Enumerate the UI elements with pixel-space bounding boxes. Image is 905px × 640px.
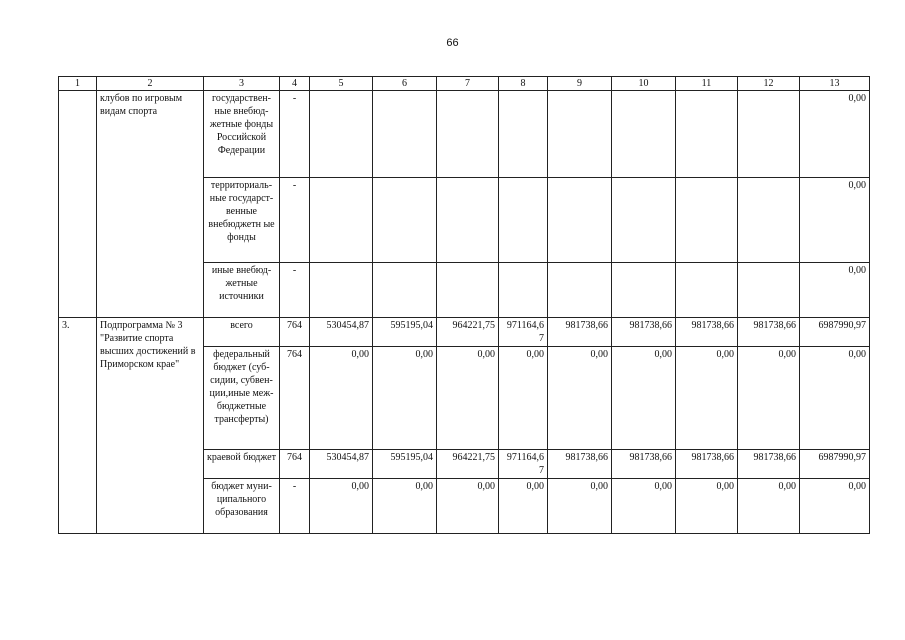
header-cell: 10 (612, 77, 676, 91)
value-cell: 0,00 (738, 479, 800, 534)
value-cell (676, 263, 738, 318)
program-name-cell: клубов по игровым видам спорта (97, 91, 204, 318)
value-cell: 0,00 (499, 479, 548, 534)
code-cell: 764 (280, 347, 310, 450)
value-cell: 0,00 (373, 347, 437, 450)
value-cell: 0,00 (310, 347, 373, 450)
total-cell: 0,00 (800, 263, 870, 318)
value-cell (548, 91, 612, 178)
value-cell: 0,00 (437, 479, 499, 534)
value-cell: 595195,04 (373, 318, 437, 347)
value-cell (373, 178, 437, 263)
header-cell: 6 (373, 77, 437, 91)
header-cell: 5 (310, 77, 373, 91)
value-cell (310, 91, 373, 178)
total-cell: 0,00 (800, 479, 870, 534)
value-cell (499, 91, 548, 178)
header-cell: 7 (437, 77, 499, 91)
funding-source-cell: всего (204, 318, 280, 347)
value-cell: 964221,75 (437, 450, 499, 479)
value-cell: 981738,66 (738, 450, 800, 479)
value-cell (548, 263, 612, 318)
code-cell: - (280, 178, 310, 263)
row-index-cell: 3. (59, 318, 97, 534)
value-cell: 981738,66 (612, 450, 676, 479)
header-cell: 12 (738, 77, 800, 91)
value-cell: 530454,87 (310, 318, 373, 347)
value-cell (310, 178, 373, 263)
header-cell: 13 (800, 77, 870, 91)
value-cell (437, 178, 499, 263)
funding-source-cell: краевой бюджет (204, 450, 280, 479)
value-cell: 981738,66 (738, 318, 800, 347)
value-cell: 981738,66 (548, 450, 612, 479)
value-cell (373, 263, 437, 318)
value-cell: 0,00 (612, 347, 676, 450)
code-cell: - (280, 479, 310, 534)
funding-source-cell: бюджет муни-ципального образования (204, 479, 280, 534)
header-row (59, 77, 870, 91)
total-cell: 6987990,97 (800, 450, 870, 479)
value-cell: 0,00 (437, 347, 499, 450)
code-cell: 764 (280, 318, 310, 347)
total-cell: 0,00 (800, 178, 870, 263)
header-cell: 1 (59, 77, 97, 91)
funding-source-cell: государствен-ные внебюд-жетные фонды Российской Федерации (204, 91, 280, 178)
value-cell: 0,00 (499, 347, 548, 450)
value-cell: 981738,66 (676, 318, 738, 347)
value-cell (437, 263, 499, 318)
total-cell: 0,00 (800, 347, 870, 450)
value-cell: 981738,66 (548, 318, 612, 347)
budget-table (58, 76, 870, 534)
code-cell: - (280, 263, 310, 318)
header-cell: 9 (548, 77, 612, 91)
value-cell (676, 178, 738, 263)
header-cell: 8 (499, 77, 548, 91)
value-cell: 0,00 (738, 347, 800, 450)
value-cell (676, 91, 738, 178)
funding-source-cell: федеральный бюджет (суб-сидии, субвен-ции,иные меж-бюджетные трансферты) (204, 347, 280, 450)
value-cell: 0,00 (548, 479, 612, 534)
value-cell: 971164,67 (499, 450, 548, 479)
page-number: 66 (446, 37, 459, 49)
header-cell: 3 (204, 77, 280, 91)
value-cell (437, 91, 499, 178)
value-cell: 0,00 (310, 479, 373, 534)
value-cell (738, 91, 800, 178)
value-cell: 0,00 (676, 479, 738, 534)
table-row (59, 91, 870, 178)
value-cell (499, 178, 548, 263)
program-name-cell: Подпрограмма № 3 "Развитие спорта высших достижений в Приморском крае" (97, 318, 204, 534)
header-cell: 11 (676, 77, 738, 91)
value-cell: 0,00 (612, 479, 676, 534)
value-cell: 964221,75 (437, 318, 499, 347)
value-cell: 0,00 (676, 347, 738, 450)
value-cell (373, 91, 437, 178)
value-cell: 981738,66 (676, 450, 738, 479)
value-cell: 530454,87 (310, 450, 373, 479)
table-row (59, 318, 870, 347)
value-cell: 0,00 (548, 347, 612, 450)
code-cell: 764 (280, 450, 310, 479)
code-cell: - (280, 91, 310, 178)
value-cell: 0,00 (373, 479, 437, 534)
total-cell: 0,00 (800, 91, 870, 178)
header-cell: 4 (280, 77, 310, 91)
funding-source-cell: территориаль-ные государст-венные внебюджетн ые фонды (204, 178, 280, 263)
total-cell: 6987990,97 (800, 318, 870, 347)
value-cell (548, 178, 612, 263)
row-index-cell (59, 91, 97, 318)
value-cell (738, 263, 800, 318)
value-cell (499, 263, 548, 318)
funding-source-cell: иные внебюд-жетные источники (204, 263, 280, 318)
value-cell (612, 91, 676, 178)
value-cell (310, 263, 373, 318)
value-cell: 981738,66 (612, 318, 676, 347)
header-cell: 2 (97, 77, 204, 91)
value-cell (612, 263, 676, 318)
value-cell (612, 178, 676, 263)
value-cell (738, 178, 800, 263)
value-cell: 595195,04 (373, 450, 437, 479)
value-cell: 971164,67 (499, 318, 548, 347)
